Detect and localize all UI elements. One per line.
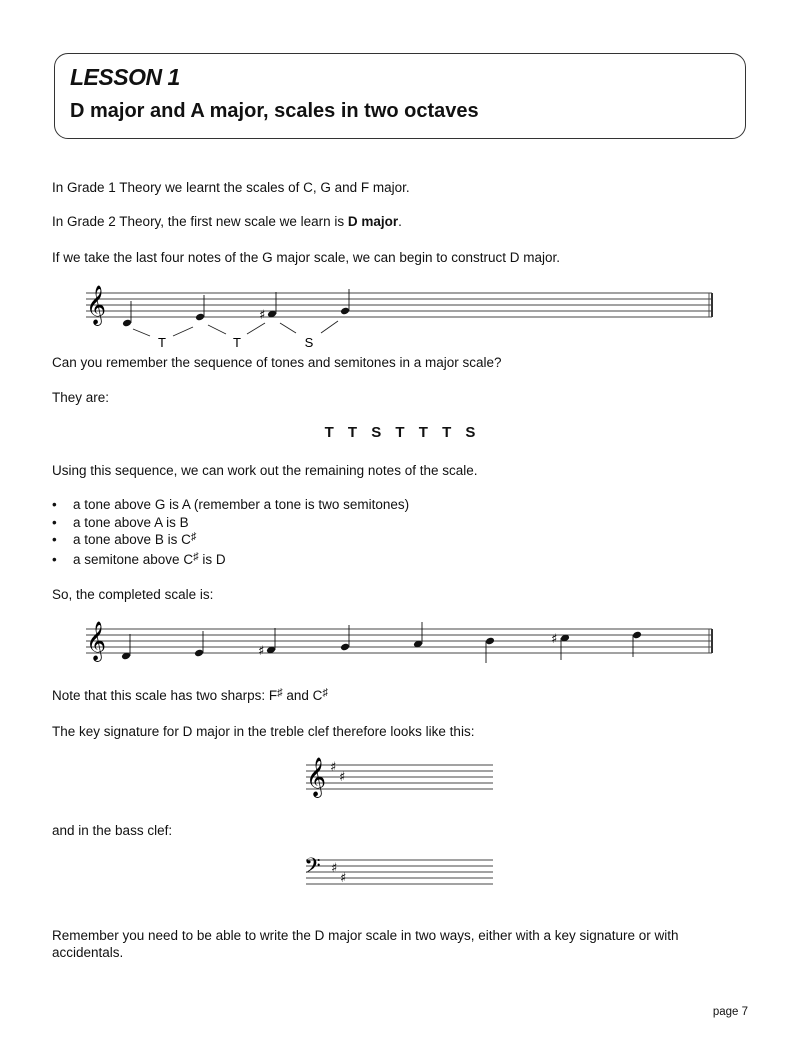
treble-clef-icon: 𝄞 bbox=[86, 621, 107, 661]
sharp-f-icon: ♯ bbox=[258, 644, 265, 659]
bullet-item-3-text: a tone above B is C bbox=[73, 532, 191, 547]
sharp-icon: ♯ bbox=[322, 687, 328, 699]
paragraph-two-ways: Remember you need to be able to write the D major scale in two ways, either with a key signature or with accidentals. bbox=[52, 928, 679, 960]
bullet-item-2-text: a tone above A is B bbox=[73, 514, 189, 530]
lesson-label: LESSON 1 bbox=[70, 64, 180, 90]
paragraph-completed-scale: So, the completed scale is: bbox=[52, 587, 214, 602]
paragraph-two-sharps-mid: and C bbox=[282, 688, 323, 703]
sharp-icon: ♯ bbox=[277, 687, 283, 699]
page-number: page 7 bbox=[712, 1006, 748, 1018]
paragraph-grade2-suffix: . bbox=[398, 214, 402, 229]
treble-clef-icon: 𝄞 bbox=[306, 757, 327, 797]
sharp-icon: ♯ bbox=[190, 531, 197, 543]
paragraph-using-sequence: Using this sequence, we can work out the remaining notes of the scale. bbox=[52, 463, 478, 478]
key-sharp-f-icon: ♯ bbox=[330, 760, 337, 775]
sharp-f-icon: ♯ bbox=[259, 308, 266, 323]
paragraph-intro: In Grade 1 Theory we learnt the scales of C, G and F major. bbox=[52, 180, 410, 195]
paragraph-bass-clef: and in the bass clef: bbox=[52, 823, 173, 838]
paragraph-construct: If we take the last four notes of the G major scale, we can begin to construct D major. bbox=[52, 250, 560, 265]
treble-clef-icon: 𝄞 bbox=[86, 285, 107, 325]
key-sharp-c-icon: ♯ bbox=[339, 770, 346, 785]
interval-label-3: S bbox=[304, 335, 314, 350]
bullet-item-1-text: a tone above G is A (remember a tone is two semitones) bbox=[73, 497, 410, 512]
key-sharp-c-icon: ♯ bbox=[340, 871, 347, 886]
paragraph-grade2-prefix: In Grade 2 Theory, the first new scale we learn is bbox=[52, 214, 348, 229]
key-sharp-f-icon: ♯ bbox=[331, 861, 338, 876]
lesson-title: D major and A major, scales in two octaves bbox=[70, 100, 479, 122]
bullet-item-4-text: a semitone above C bbox=[73, 551, 194, 567]
paragraph-sequence-question: Can you remember the sequence of tones and semitones in a major scale? bbox=[52, 355, 502, 370]
paragraph-grade2-bold: D major bbox=[347, 214, 399, 229]
paragraph-two-sharps-prefix: Note that this scale has two sharps: F bbox=[52, 688, 278, 703]
sharp-icon: ♯ bbox=[193, 550, 199, 563]
paragraph-they-are: They are: bbox=[52, 390, 110, 405]
bass-clef-icon: 𝄢 bbox=[304, 854, 321, 884]
tone-sequence: T T S T T T S bbox=[324, 424, 476, 441]
interval-label-2: T bbox=[233, 335, 241, 350]
paragraph-key-signature-treble: The key signature for D major in the treble clef therefore looks like this: bbox=[52, 724, 475, 739]
interval-label-1: T bbox=[158, 335, 166, 350]
sharp-c-icon: ♯ bbox=[551, 632, 558, 647]
bullet-item-4-suffix: is D bbox=[198, 551, 226, 567]
